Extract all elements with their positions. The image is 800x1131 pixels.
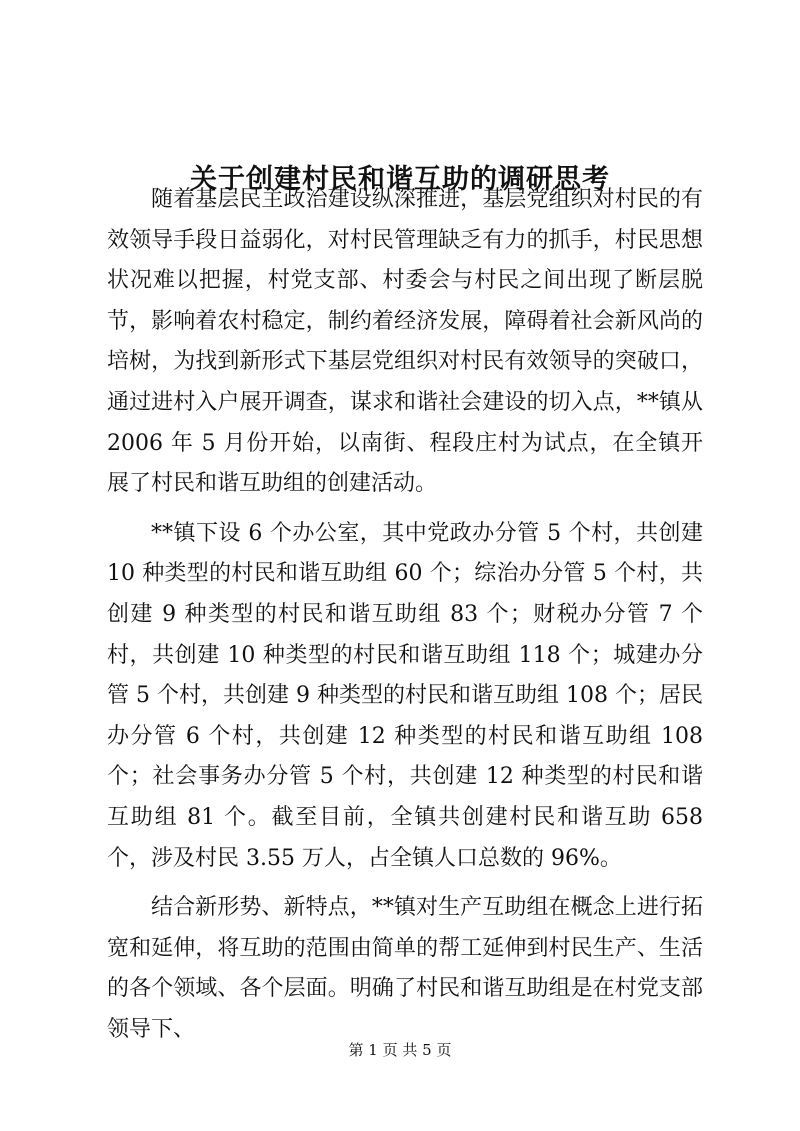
paragraph-concept: 结合新形势、新特点，**镇对生产互助组在概念上进行拓宽和延伸，将互助的范围由简单的帮工延伸到村民生产、生活的各个领域、各个层面。明确了村民和谐互助组是在村党支部领导下、 bbox=[107, 895, 703, 1042]
paragraph-statistics: **镇下设 6 个办公室，其中党政办分管 5 个村，共创建 10 种类型的村民和谐互助组 60 个；综治办分管 5 个村，共创建 9 种类型的村民和谐互助组 83 个；财税办分管 7 个村，共创建 10 种类型的村民和谐互助组 118 个；城建办分管 5 个村，共创建 9 种类型的村民和谐互助组 108 个；居民办分管 6 个村，共创建 12 种类型的村民和谐互助组 108 个；社会事务办分管 5 个村，共创建 12 种类型的村民和谐互助组 81 个。截至目前，全镇共创建村民和谐互助 658 个，涉及村民 3.55 万人，占全镇人口总数的 96%。 bbox=[107, 520, 703, 871]
document-title: 关于创建村民和谐互助的调研思考 bbox=[190, 164, 610, 196]
document-body bbox=[107, 180, 703, 1059]
paragraph-intro: 随着基层民主政治建设纵深推进，基层党组织对村民的有效领导手段日益弱化，对村民管理缺乏有力的抓手，村民思想状况难以把握，村党支部、村委会与村民之间出现了断层脱节，影响着农村稳定，制约着经济发展，障碍着社会新风尚的培树，为找到新形式下基层党组织对村民有效领导的突破口，通过进村入户展开调查，谋求和谐社会建设的切入点，**镇从 2006 年 5 月份开始，以南街、程段庄村为试点，在全镇开展了村民和谐互助组的创建活动。 bbox=[107, 187, 703, 497]
page-footer: 第 1 页 共 5 页 bbox=[348, 1041, 452, 1059]
